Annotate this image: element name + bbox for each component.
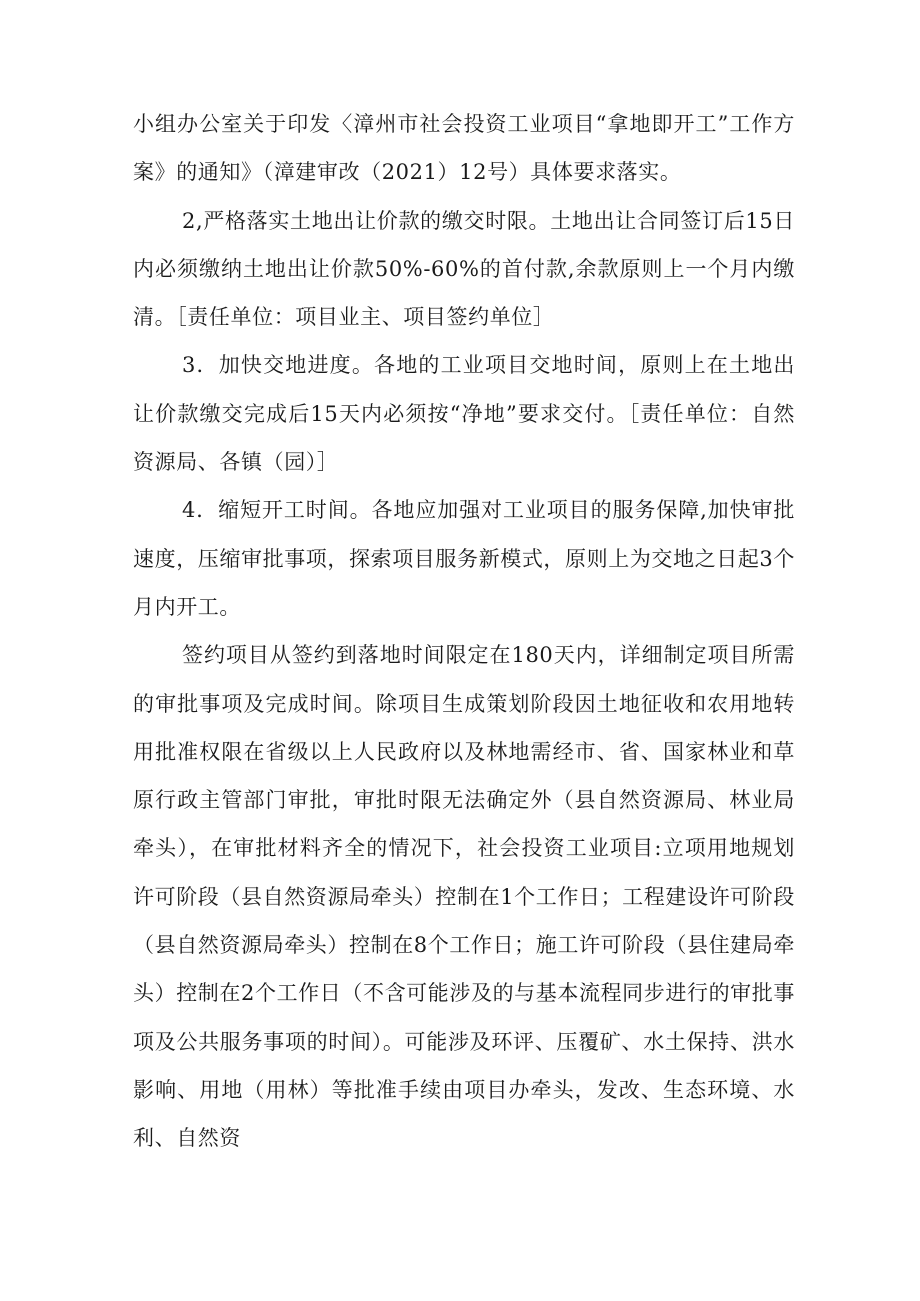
document-body [133,100,795,1163]
paragraph-5: 签约项目从签约到落地时间限定在180天内，详细制定项目所需的审批事项及完成时间。除项目生成策划阶段因土地征收和农用地转用批准权限在省级以上人民政府以及林地需经市、省、国家林业和草原行政主管部门审批，审批时限无法确定外（县自然资源局、林业局牵头），在审批材料齐全的情况下，社会投资工业项目:立项用地规划许可阶段（县自然资源局牵头）控制在1个工作日；工程建设许可阶段（县自然资源局牵头）控制在8个工作日；施工许可阶段（县住建局牵头）控制在2个工作日（不含可能涉及的与基本流程同步进行的审批事项及公共服务事项的时间）。可能涉及环评、压覆矿、水土保持、洪水影响、用地（用林）等批准手续由项目办牵头，发改、生态环境、水利、自然资 [133,643,795,1151]
paragraph-2: 2,严格落实土地出让价款的缴交时限。土地出让合同签订后15日内必须缴纳土地出让价款50%-60%的首付款,余款原则上一个月内缴清。［责任单位：项目业主、项目签约单位］ [133,208,795,330]
paragraph-1: 小组办公室关于印发〈漳州市社会投资工业项目“拿地即开工”工作方案》的通知》（漳建审改（2021）12号）具体要求落实。 [133,112,795,185]
paragraph-4: 4．缩短开工时间。各地应加强对工业项目的服务保障,加快审批速度，压缩审批事项，探索项目服务新模式，原则上为交地之日起3个月内开工。 [133,498,795,619]
paragraph-3: 3．加快交地进度。各地的工业项目交地时间，原则上在土地出让价款缴交完成后15天内必须按“净地”要求交付。［责任单位：自然资源局、各镇（园）］ [133,353,795,475]
